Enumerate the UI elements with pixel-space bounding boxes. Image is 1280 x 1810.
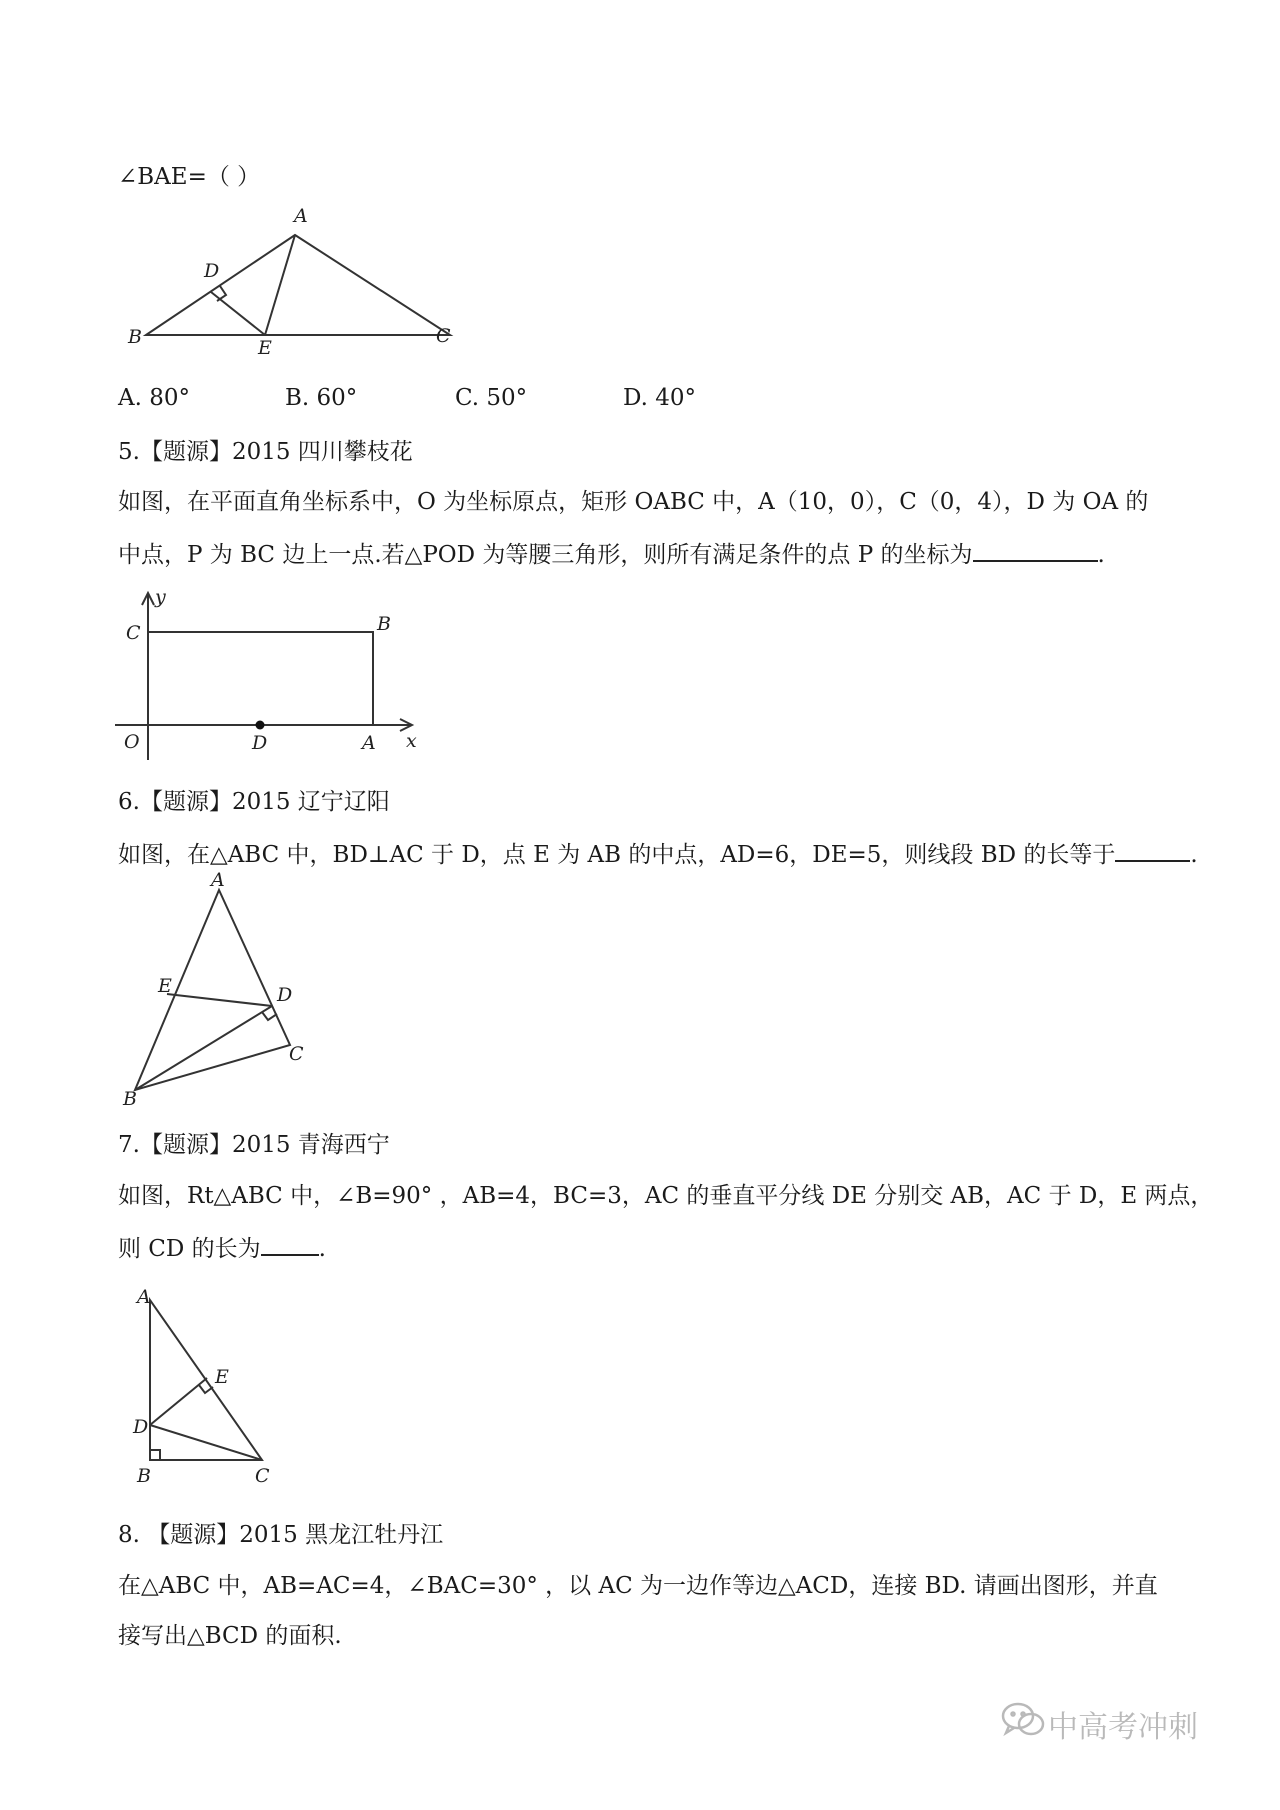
q7-figure	[125, 1285, 285, 1490]
q5-label-y: y	[155, 586, 166, 608]
q5-label-x: x	[406, 730, 417, 752]
q7-label-a: A	[137, 1286, 151, 1308]
q8-header: 8. 【题源】2015 黑龙江牡丹江	[118, 1522, 444, 1548]
q6-label-c: C	[289, 1043, 304, 1065]
q8-line2: 接写出△BCD 的面积.	[118, 1623, 342, 1649]
q5-line2-end: .	[1097, 542, 1105, 568]
q7-line2-text: 则 CD 的长为	[118, 1236, 261, 1262]
q5-label-a: A	[362, 732, 376, 754]
q7-line2	[118, 1232, 326, 1264]
q5-figure	[110, 585, 430, 760]
q6-answer-blank	[1115, 838, 1190, 862]
q6-label-d: D	[277, 984, 293, 1006]
q4-label-b: B	[128, 326, 142, 348]
q4-label-c: C	[436, 325, 451, 347]
q6-label-b: B	[123, 1088, 137, 1110]
q6-label-a: A	[211, 869, 225, 891]
q5-line2-text: 中点，P 为 BC 边上一点.若△POD 为等腰三角形，则所有满足条件的点 P 的坐标为	[118, 542, 973, 568]
q4-option-c: C. 50°	[455, 385, 528, 411]
q4-stem: ∠BAE=（ ）	[118, 164, 261, 190]
q7-label-c: C	[255, 1465, 270, 1487]
q5-label-o: O	[124, 731, 140, 753]
q7-line2-end: .	[318, 1236, 326, 1262]
q4-option-a: A. 80°	[118, 385, 190, 411]
q7-line1: 如图，Rt△ABC 中，∠B=90° ，AB=4，BC=3，AC 的垂直平分线 DE 分别交 AB，AC 于 D，E 两点，	[118, 1183, 1214, 1209]
q4-figure	[120, 200, 480, 360]
q7-label-d: D	[133, 1416, 149, 1438]
q6-label-e: E	[158, 975, 172, 997]
q4-label-a: A	[294, 205, 308, 227]
q7-label-e: E	[215, 1366, 229, 1388]
q6-line1-text: 如图，在△ABC 中，BD⊥AC 于 D，点 E 为 AB 的中点，AD=6，DE=5，则线段 BD 的长等于	[118, 842, 1116, 868]
q6-line1	[118, 838, 1198, 870]
q5-label-d: D	[252, 732, 268, 754]
q5-answer-blank	[973, 538, 1098, 562]
q7-header: 7.【题源】2015 青海西宁	[118, 1132, 390, 1158]
q8-line1: 在△ABC 中，AB=AC=4，∠BAC=30° ，以 AC 为一边作等边△ACD，连接 BD. 请画出图形，并直	[118, 1573, 1158, 1599]
q7-label-b: B	[137, 1465, 151, 1487]
q4-option-d: D. 40°	[623, 385, 697, 411]
q5-header: 5.【题源】2015 四川攀枝花	[118, 439, 413, 465]
q5-line2	[118, 538, 1105, 570]
q4-label-d: D	[204, 260, 220, 282]
q6-header: 6.【题源】2015 辽宁辽阳	[118, 789, 390, 815]
q6-line1-end: .	[1190, 842, 1198, 868]
q5-line1: 如图，在平面直角坐标系中，O 为坐标原点，矩形 OABC 中，A（10，0），C（0，4），D 为 OA 的	[118, 489, 1149, 515]
q7-answer-blank	[261, 1232, 319, 1256]
q5-label-b: B	[377, 613, 391, 635]
wechat-icon	[1000, 1700, 1046, 1740]
q4-option-b: B. 60°	[285, 385, 358, 411]
q6-figure	[115, 869, 315, 1110]
q5-label-c: C	[126, 622, 141, 644]
q4-label-e: E	[258, 337, 272, 359]
watermark-text: 中高考冲刺	[1048, 1710, 1198, 1745]
